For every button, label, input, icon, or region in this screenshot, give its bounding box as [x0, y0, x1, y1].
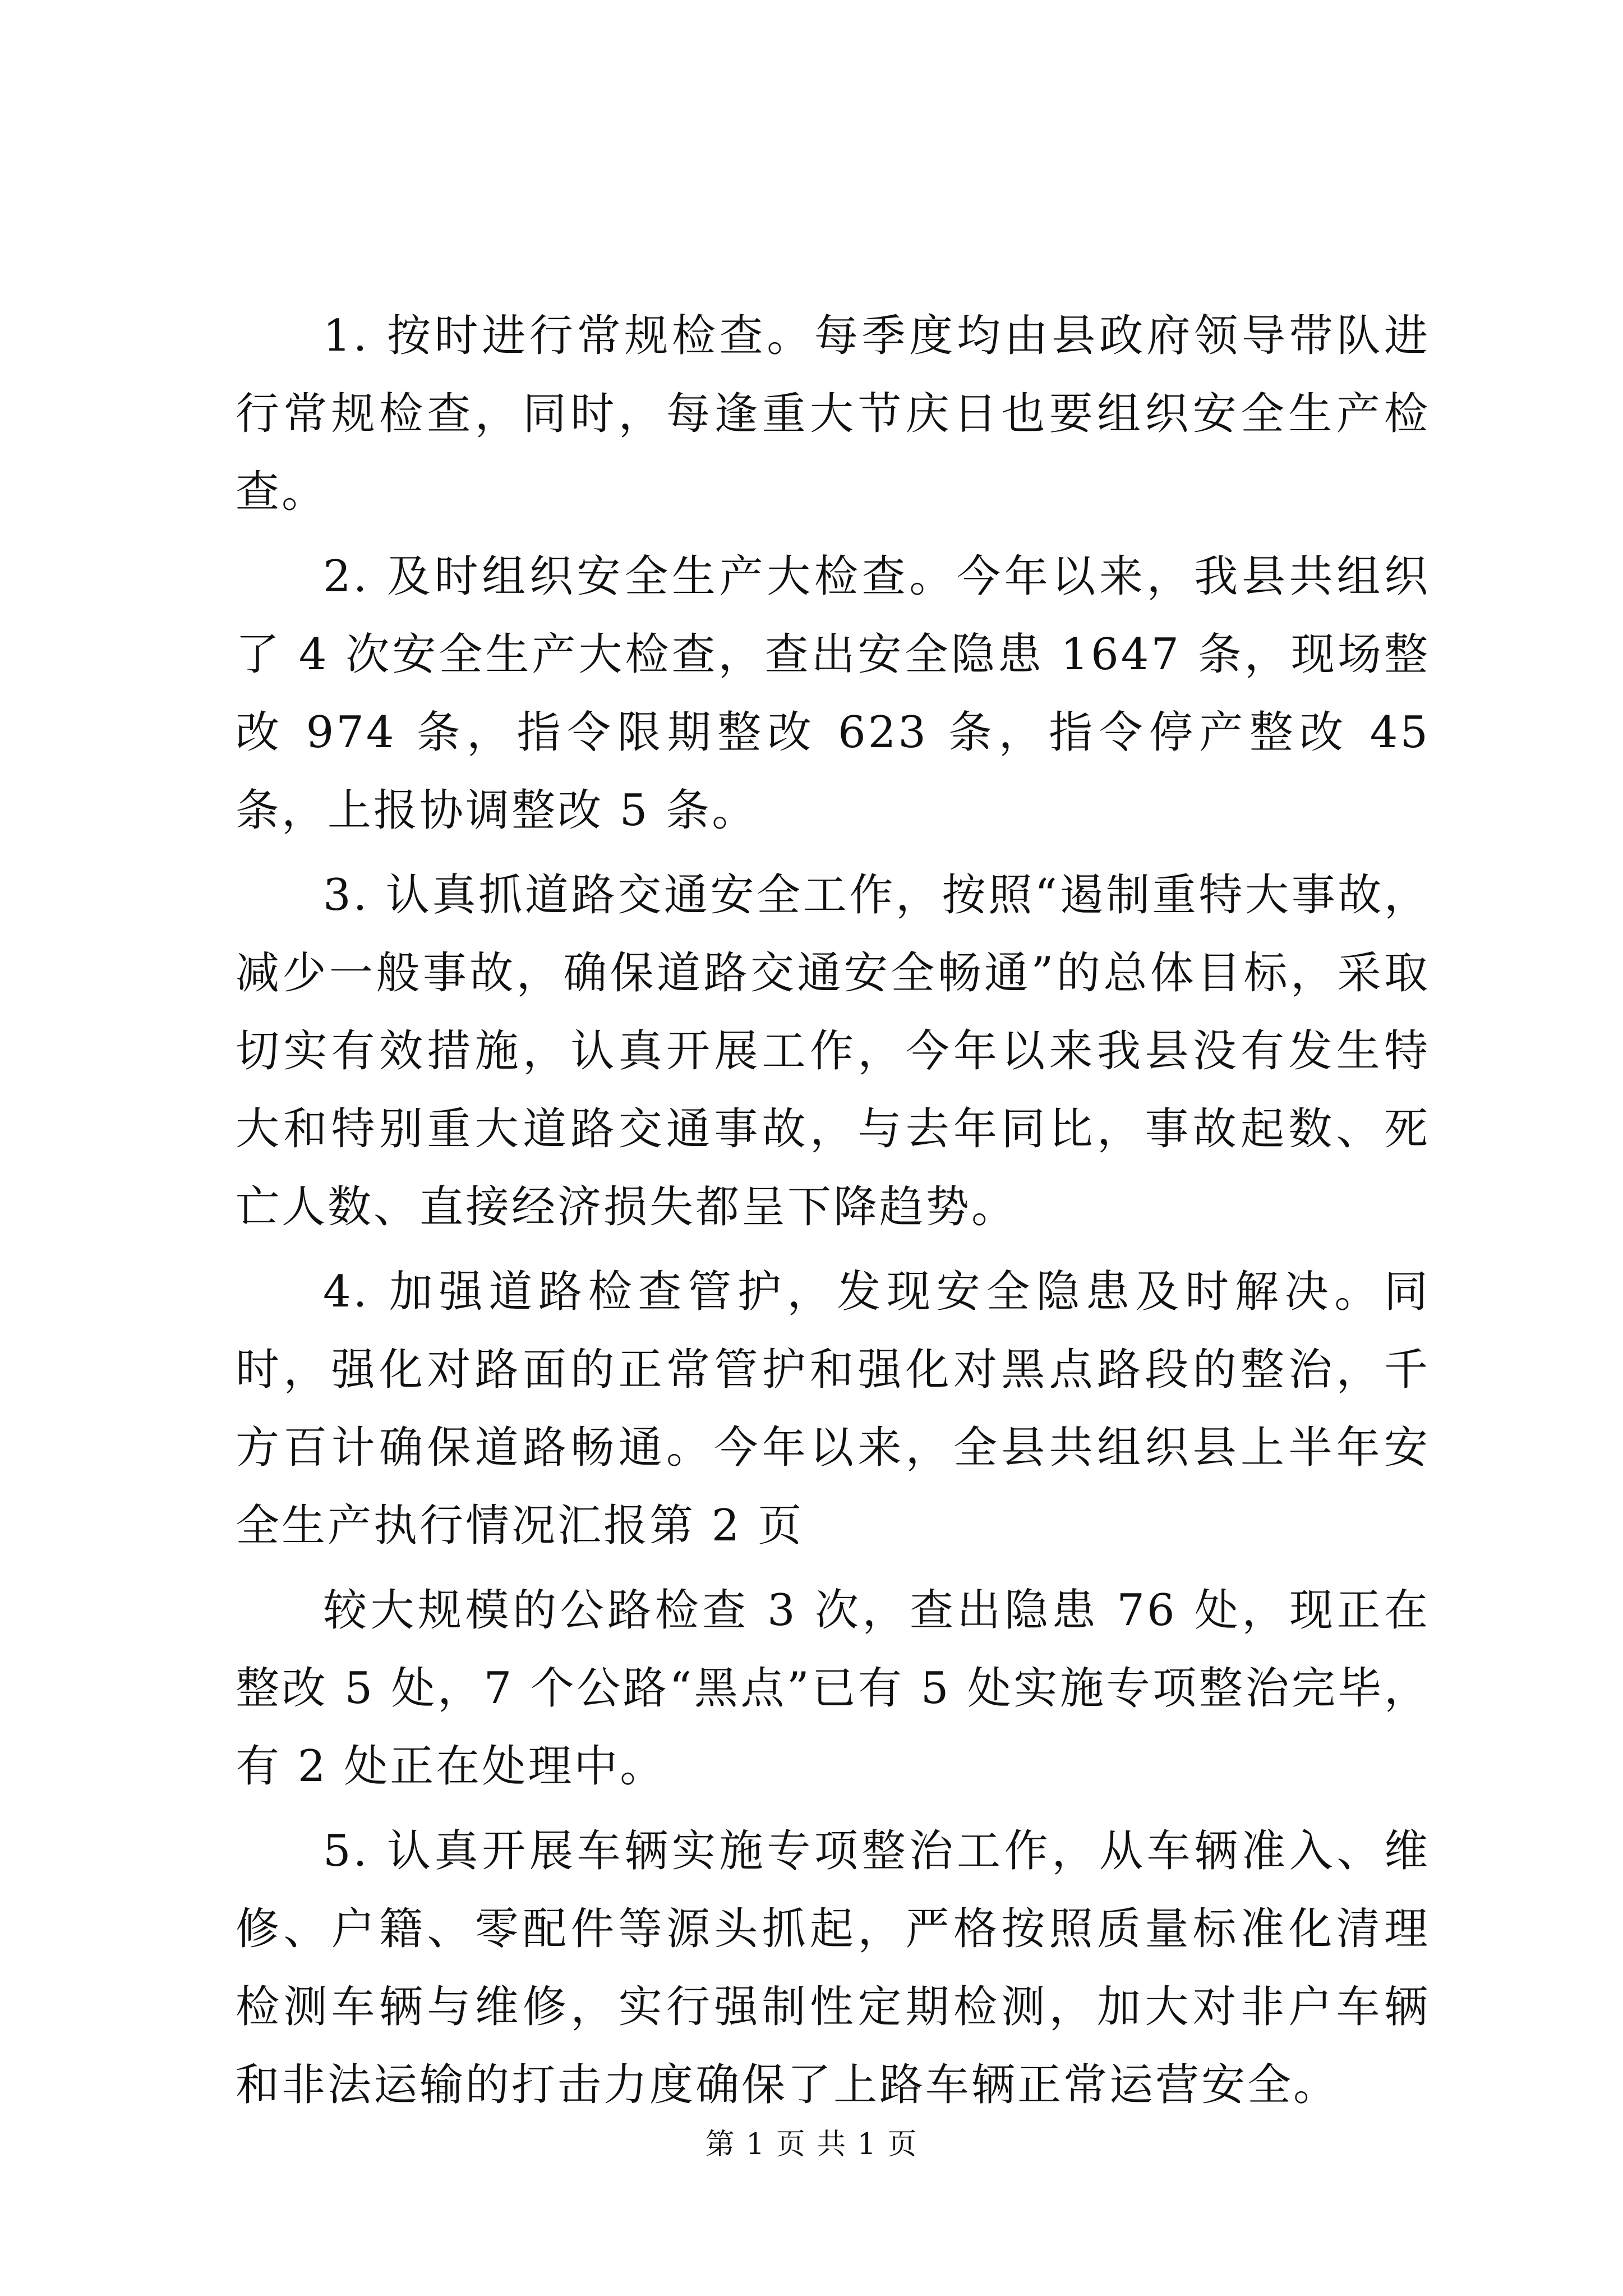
- page-footer: 第 1 页 共 1 页: [705, 2128, 918, 2161]
- paragraph-road-maintenance: 4. 加强道路检查管护，发现安全隐患及时解决。同时，强化对路面的正常管护和强化对黑点路段的整治，千方百计确保道路畅通。今年以来，全县共组织县上半年安全生产执行情况汇报第 2 页: [236, 1267, 1430, 1551]
- paragraph-vehicle-rectification: 5. 认真开展车辆实施专项整治工作，从车辆准入、维修、户籍、零配件等源头抓起，严格按照质量标准化清理检测车辆与维修，实行强制性定期检测，加大对非户车辆和非法运输的打击力度确保了上路车辆正常运营安全。: [236, 1826, 1430, 2110]
- paragraph-road-traffic-safety: 3. 认真抓道路交通安全工作，按照“遏制重特大事故，减少一般事故，确保道路交通安全畅通”的总体目标，采取切实有效措施，认真开展工作，今年以来我县没有发生特大和特别重大道路交通事故，与去年同比，事故起数、死亡人数、直接经济损失都呈下降趋势。: [236, 870, 1430, 1232]
- document-body: [236, 297, 1430, 2131]
- paragraph-road-inspection-results: 较大规模的公路检查 3 次，查出隐患 76 处，现正在整改 5 处，7 个公路“黑点”已有 5 处实施专项整治完毕，有 2 处正在处理中。: [236, 1585, 1430, 1792]
- paragraph-safety-inspection: 2. 及时组织安全生产大检查。今年以来，我县共组织了 4 次安全生产大检查，查出安全隐患 1647 条，现场整改 974 条，指令限期整改 623 条，指令停产整改 45 条，上报协调整改 5 条。: [236, 551, 1430, 836]
- paragraph-routine-inspection: 1. 按时进行常规检查。每季度均由县政府领导带队进行常规检查，同时，每逢重大节庆日也要组织安全生产检查。: [236, 311, 1430, 517]
